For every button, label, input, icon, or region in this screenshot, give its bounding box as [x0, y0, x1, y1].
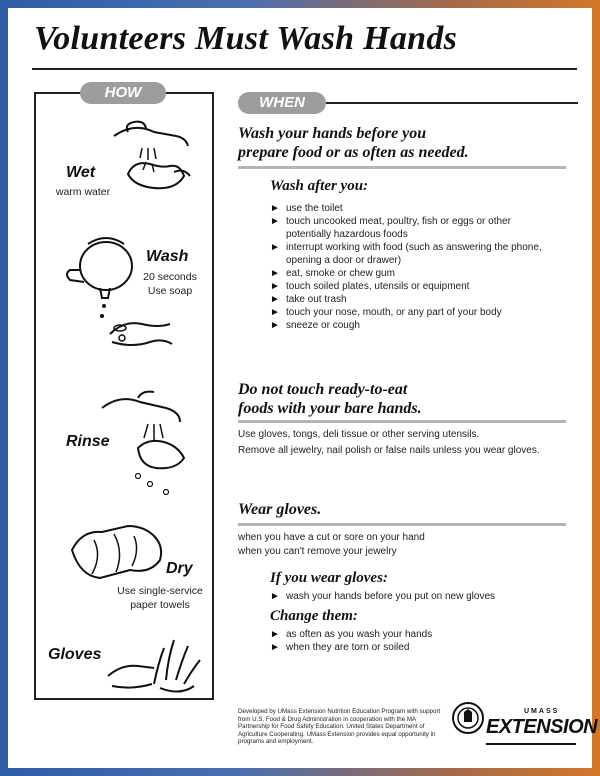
wet-hands-illustration — [108, 114, 208, 194]
arrow-icon: ► — [270, 268, 280, 279]
list-item: ► as often as you wash your hands — [270, 629, 433, 640]
logo-umass: UMASS — [524, 708, 560, 715]
section1-rule — [238, 166, 566, 169]
section3-heading: Wear gloves. — [238, 501, 322, 518]
list-item: ► when they are torn or soiled — [270, 642, 410, 653]
arrow-icon: ► — [270, 591, 280, 602]
poster-sheet — [8, 8, 598, 768]
arrow-icon: ► — [270, 629, 280, 640]
umass-seal-icon — [452, 702, 484, 734]
list-item: ► use the toilet — [270, 203, 343, 214]
step-wash-label: Wash — [146, 248, 189, 265]
step-rinse-label: Rinse — [66, 433, 110, 450]
change-them-subheading: Change them: — [270, 608, 358, 624]
how-badge: HOW — [80, 82, 166, 104]
arrow-icon: ► — [270, 203, 280, 214]
step-wash-note: 20 seconds Use soap — [143, 271, 197, 297]
section3-line-1: when you have a cut or sore on your hand — [238, 532, 425, 543]
section2-line-1: Use gloves, tongs, deli tissue or other serving utensils. — [238, 429, 480, 440]
wash-after-list — [270, 202, 550, 332]
change-them-list — [270, 628, 550, 654]
step-dry-note: Use single-service paper towels — [117, 585, 203, 611]
if-wear-gloves-subheading: If you wear gloves: — [270, 570, 388, 586]
if-wear-gloves-list — [270, 590, 550, 603]
step-dry-label: Dry — [166, 560, 193, 577]
section2-heading: Do not touch ready-to-eat foods with your bare hands. — [238, 381, 422, 417]
step-gloves-label: Gloves — [48, 646, 102, 663]
list-item: ► touch your nose, mouth, or any part of your body — [270, 307, 502, 318]
arrow-icon: ► — [270, 281, 280, 292]
arrow-icon: ► — [270, 642, 280, 653]
section1-heading: Wash your hands before you prepare food or as often as needed. — [238, 125, 469, 161]
title-rule — [32, 68, 577, 70]
list-item: ► touch uncooked meat, poultry, fish or eggs or other potentially hazardous foods — [270, 216, 511, 240]
page-title: Volunteers Must Wash Hands — [34, 20, 458, 57]
logo-extension: EXTENSION — [486, 716, 598, 738]
section2-line-2: Remove all jewelry, nail polish or false nails unless you wear gloves. — [238, 445, 540, 456]
when-badge: WHEN — [238, 92, 326, 114]
arrow-icon: ► — [270, 242, 280, 253]
list-item: ► eat, smoke or chew gum — [270, 268, 395, 279]
arrow-icon: ► — [270, 320, 280, 331]
step-wet-note: warm water — [55, 186, 111, 198]
list-item: ► sneeze or cough — [270, 320, 360, 331]
when-rule — [326, 102, 578, 104]
list-item: ► wash your hands before you put on new gloves — [270, 591, 496, 602]
dry-hands-illustration — [64, 520, 174, 590]
rinse-hands-illustration — [98, 388, 208, 500]
arrow-icon: ► — [270, 294, 280, 305]
section2-rule — [238, 420, 566, 423]
footer-credit: Developed by UMass Extension Nutrition Education Program with support from U.S. Food & Drug Administration in cooperation with the MA Partnership for Food Safety Education. United States Department of Agriculture Cooperating. UMass Extension provides equal opportunity in programs and employment. — [238, 708, 441, 746]
logo-rule — [486, 743, 576, 745]
section3-line-2: when you can't remove your jewelry — [238, 546, 397, 557]
arrow-icon: ► — [270, 216, 280, 227]
section3-rule — [238, 523, 566, 526]
list-item: ► touch soiled plates, utensils or equipment — [270, 281, 470, 292]
arrow-icon: ► — [270, 307, 280, 318]
list-item: ► take out trash — [270, 294, 347, 305]
gloves-hands-illustration — [104, 636, 204, 696]
list-item: ► interrupt working with food (such as answering the phone, opening a door or drawer) — [270, 242, 542, 266]
step-wet-label: Wet — [66, 164, 96, 181]
section1-subheading: Wash after you: — [270, 178, 369, 194]
